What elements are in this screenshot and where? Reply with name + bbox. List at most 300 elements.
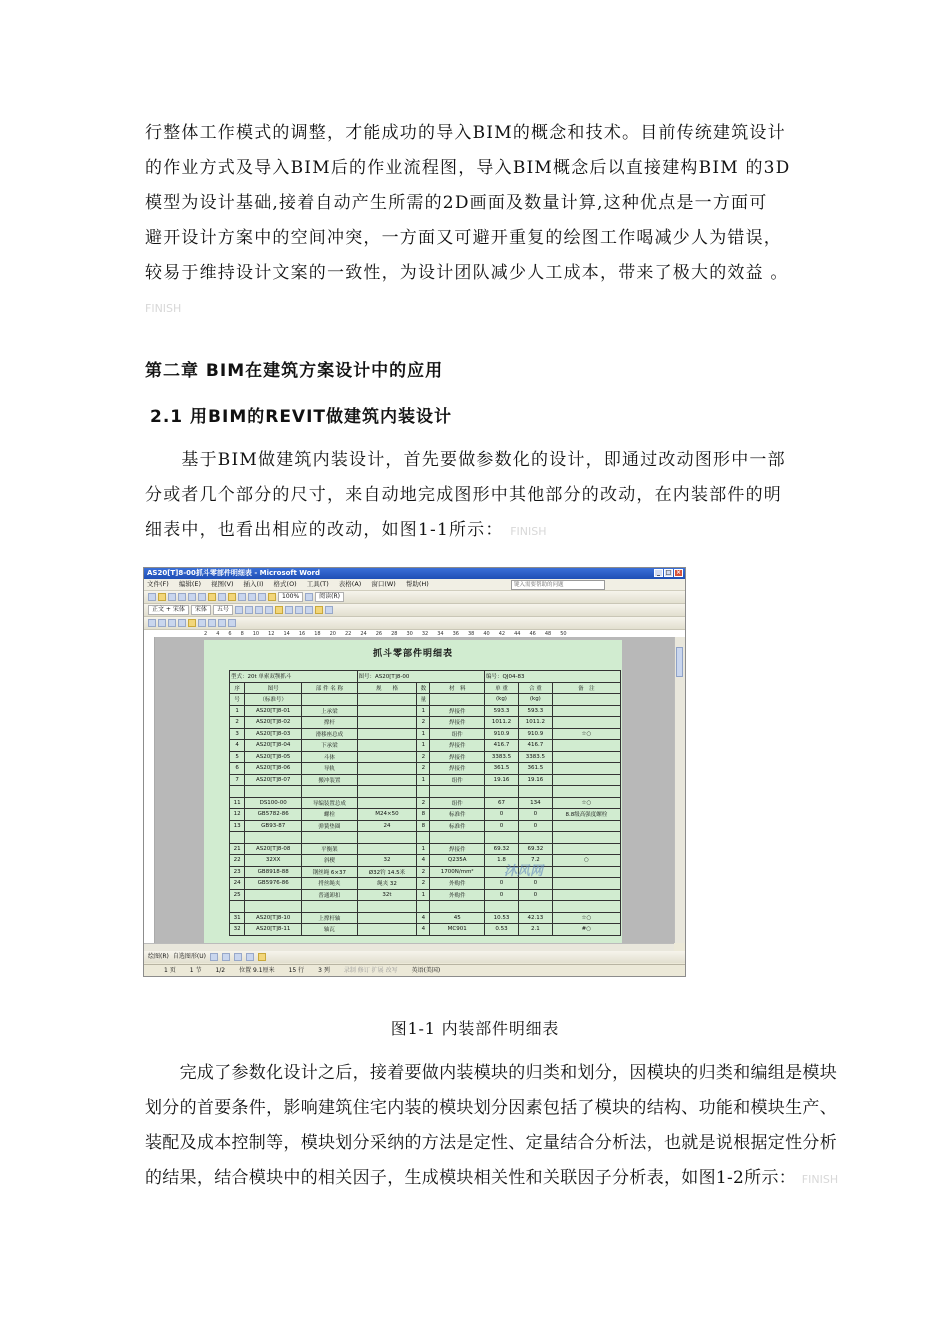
bullets-icon[interactable] bbox=[305, 606, 313, 614]
table-row bbox=[230, 705, 621, 717]
table-cell bbox=[357, 728, 417, 740]
table-cell: 361.5 bbox=[518, 763, 552, 775]
fill-color-icon[interactable] bbox=[258, 953, 266, 961]
italic-icon[interactable] bbox=[245, 606, 253, 614]
table-cell: 0 bbox=[485, 889, 519, 901]
table-cell: 7 bbox=[230, 774, 245, 786]
table-cell bbox=[302, 832, 357, 844]
ruler-number: 18 bbox=[314, 631, 321, 637]
draw-menu[interactable]: 绘图(R) bbox=[148, 953, 169, 960]
document-page[interactable] bbox=[204, 640, 622, 943]
table-cell bbox=[230, 786, 245, 798]
zoom-select[interactable]: 100% bbox=[278, 592, 303, 602]
table-row bbox=[230, 786, 621, 798]
table-cell: 捋丝绳夹 bbox=[302, 878, 357, 890]
rectangle-icon[interactable] bbox=[234, 953, 242, 961]
table-row bbox=[230, 820, 621, 832]
table-cell: 0 bbox=[485, 809, 519, 821]
table-cell bbox=[552, 832, 620, 844]
table-cell: 组件 bbox=[430, 774, 485, 786]
header-row bbox=[230, 682, 621, 694]
table-cell: 416.7 bbox=[518, 740, 552, 752]
table-cell: 0.53 bbox=[485, 924, 519, 936]
table-cell bbox=[230, 832, 245, 844]
ruler-number: 12 bbox=[268, 631, 275, 637]
table-cell bbox=[552, 889, 620, 901]
table-cell: MC901 bbox=[430, 924, 485, 936]
status-section: 1 节 bbox=[189, 967, 202, 974]
table-cell: AS20[T]8-04 bbox=[245, 740, 302, 752]
table-cell bbox=[245, 889, 302, 901]
table-cell bbox=[417, 786, 430, 798]
vertical-ruler[interactable] bbox=[144, 637, 155, 943]
table-row bbox=[230, 901, 621, 913]
info-cell: 型式：20t 单索双颚抓斗 bbox=[230, 671, 358, 683]
table-row bbox=[230, 763, 621, 775]
table-cell: 标准件 bbox=[430, 809, 485, 821]
text-line: 避开设计方案中的空间冲突，一方面又可避开重复的绘图工作喝减少人为错误， bbox=[145, 228, 782, 248]
close-icon[interactable]: × bbox=[675, 569, 682, 576]
ruler-number: 8 bbox=[240, 631, 244, 637]
table-row bbox=[230, 751, 621, 763]
bold-icon[interactable] bbox=[235, 606, 243, 614]
table-cell: 8 bbox=[417, 820, 430, 832]
table-cell: 绳夹 32 bbox=[357, 878, 417, 890]
table-cell: 规 格 bbox=[357, 682, 417, 694]
table-cell: 材 料 bbox=[430, 682, 485, 694]
table-cell: 0 bbox=[485, 878, 519, 890]
status-position: 位置 9.1厘米 bbox=[239, 967, 275, 974]
table-cell bbox=[552, 751, 620, 763]
table-cell: 69.32 bbox=[485, 843, 519, 855]
table-cell: 单 重 bbox=[485, 682, 519, 694]
menu-format[interactable]: 格式(O) bbox=[273, 580, 297, 588]
table-cell: 11 bbox=[230, 797, 245, 809]
table-cell: 10.53 bbox=[485, 912, 519, 924]
table-row bbox=[230, 889, 621, 901]
table-cell: 361.5 bbox=[485, 763, 519, 775]
table-cell: 焊接件 bbox=[430, 740, 485, 752]
chapter-heading: 第二章 BIM在建筑方案设计中的应用 bbox=[145, 361, 444, 381]
table-cell: GB8918-88 bbox=[245, 866, 302, 878]
text-line-content: 的结果，结合模块中的相关因子，生成模块相关性和关联因子分析表，如图1-2所示： bbox=[145, 1168, 797, 1188]
menu-file[interactable]: 文件(F) bbox=[147, 580, 169, 588]
size-select[interactable]: 五号 bbox=[213, 605, 233, 615]
table-row bbox=[230, 740, 621, 752]
table-cell: 组件 bbox=[430, 797, 485, 809]
tables-toolbar bbox=[144, 617, 685, 630]
ruler-number: 46 bbox=[529, 631, 536, 637]
text-line: 分或者几个部分的尺寸，来自动地完成图形中其他部分的改动，在内装部件的明 bbox=[145, 485, 782, 505]
faint-mark: FINISH bbox=[510, 525, 547, 538]
table-cell: 上承梁 bbox=[302, 705, 357, 717]
table-cell: 21 bbox=[230, 843, 245, 855]
faint-mark: FINISH bbox=[145, 302, 182, 315]
print-icon[interactable] bbox=[178, 593, 186, 601]
table-cell: 31 bbox=[230, 912, 245, 924]
menu-tools[interactable]: 工具(T) bbox=[306, 580, 329, 588]
table-cell bbox=[430, 901, 485, 913]
table-cell bbox=[552, 820, 620, 832]
table-cell: 1 bbox=[417, 728, 430, 740]
table-cell bbox=[357, 694, 417, 706]
table-cell bbox=[552, 705, 620, 717]
table-cell: 8.8级高强度螺栓 bbox=[552, 809, 620, 821]
drawing-toolbar bbox=[144, 951, 685, 963]
table-cell: 1 bbox=[230, 705, 245, 717]
copy-icon[interactable] bbox=[218, 593, 226, 601]
window-controls bbox=[654, 569, 683, 577]
ruler-number: 22 bbox=[345, 631, 352, 637]
cut-icon[interactable] bbox=[208, 593, 216, 601]
table-cell: 0 bbox=[518, 889, 552, 901]
maximize-icon[interactable]: □ bbox=[665, 569, 672, 576]
undo-icon[interactable] bbox=[238, 593, 246, 601]
table-cell: 32XX bbox=[245, 855, 302, 867]
table-cell bbox=[552, 763, 620, 775]
table-cell bbox=[552, 717, 620, 729]
section-heading: 2.1 用BIM的REVIT做建筑内装设计 bbox=[150, 407, 453, 427]
table-cell: Ø32钓 14.5米 bbox=[357, 866, 417, 878]
table-cell bbox=[430, 786, 485, 798]
table-cell: 45 bbox=[430, 912, 485, 924]
ruler-number: 36 bbox=[452, 631, 459, 637]
table-cell: 数 bbox=[417, 682, 430, 694]
align-center-icon[interactable] bbox=[275, 606, 283, 614]
sum-icon[interactable] bbox=[228, 619, 236, 627]
table-cell bbox=[357, 717, 417, 729]
table-cell: 32 bbox=[230, 924, 245, 936]
table-cell: 序 bbox=[230, 682, 245, 694]
ruler-number: 24 bbox=[360, 631, 367, 637]
menu-window[interactable]: 窗口(W) bbox=[371, 580, 396, 588]
menu-table[interactable]: 表格(A) bbox=[338, 580, 362, 588]
table-cell: 2 bbox=[417, 878, 430, 890]
table-cell: AS20[T]8-03 bbox=[245, 728, 302, 740]
table-cell: 2 bbox=[417, 866, 430, 878]
shading-icon[interactable] bbox=[188, 619, 196, 627]
table-cell: 22 bbox=[230, 855, 245, 867]
spelling-icon[interactable] bbox=[198, 593, 206, 601]
table-cell: 8 bbox=[417, 809, 430, 821]
formatting-toolbar bbox=[144, 604, 685, 617]
style-select[interactable]: 正文 + 宋体 bbox=[148, 605, 189, 615]
table-cell bbox=[357, 832, 417, 844]
table-row bbox=[230, 855, 621, 867]
table-cell: 图号 bbox=[245, 682, 302, 694]
table-cell: 2.1 bbox=[518, 924, 552, 936]
table-cell: 下承梁 bbox=[302, 740, 357, 752]
status-page: 1 页 bbox=[164, 967, 176, 974]
table-cell bbox=[552, 694, 620, 706]
table-cell: AS20[T]8-01 bbox=[245, 705, 302, 717]
window-titlebar bbox=[144, 568, 685, 579]
open-icon[interactable] bbox=[158, 593, 166, 601]
ruler-number: 10 bbox=[252, 631, 260, 637]
table-row bbox=[230, 832, 621, 844]
parts-list-table bbox=[229, 670, 621, 936]
paste-icon[interactable] bbox=[228, 593, 236, 601]
save-icon[interactable] bbox=[168, 593, 176, 601]
table-cell: 外购件 bbox=[430, 889, 485, 901]
table-cell: ○ bbox=[552, 855, 620, 867]
ruler-number: 48 bbox=[544, 631, 552, 637]
table-cell: 910.9 bbox=[518, 728, 552, 740]
help-search-input[interactable]: 键入需要帮助的问题 bbox=[511, 580, 605, 590]
table-cell: 导编装置总成 bbox=[302, 797, 357, 809]
table-cell: 2 bbox=[417, 763, 430, 775]
eraser-icon[interactable] bbox=[158, 619, 166, 627]
table-cell: ☆○ bbox=[552, 797, 620, 809]
table-cell: 1 bbox=[417, 843, 430, 855]
ruler-number: 14 bbox=[283, 631, 290, 637]
table-cell: 19.16 bbox=[485, 774, 519, 786]
info-cell: 图号：AS20[T]8-00 bbox=[357, 671, 485, 683]
table-cell: 1011.2 bbox=[518, 717, 552, 729]
ruler-number: 6 bbox=[228, 631, 232, 637]
menu-edit[interactable]: 编辑(E) bbox=[178, 580, 201, 588]
table-cell: 4 bbox=[417, 924, 430, 936]
border-icon[interactable] bbox=[178, 619, 186, 627]
table-cell: AS20[T]8-10 bbox=[245, 912, 302, 924]
table-row bbox=[230, 912, 621, 924]
table-cell bbox=[302, 694, 357, 706]
table-row bbox=[230, 728, 621, 740]
ruler-number: 20 bbox=[329, 631, 336, 637]
table-cell: 0 bbox=[518, 878, 552, 890]
table-cell: 24 bbox=[230, 878, 245, 890]
ruler-number: 30 bbox=[406, 631, 413, 637]
table-cell: 2 bbox=[417, 751, 430, 763]
table-cell bbox=[518, 901, 552, 913]
table-cell: 13 bbox=[230, 820, 245, 832]
table-cell bbox=[518, 832, 552, 844]
table-cell bbox=[357, 763, 417, 775]
table-cell bbox=[357, 740, 417, 752]
table-cell: 5 bbox=[230, 751, 245, 763]
table-cell: 轴瓦 bbox=[302, 924, 357, 936]
text-line: 划分的首要条件，影响建筑住宅内装的模块划分因素包括了模块的结构、功能和模块生产、 bbox=[145, 1098, 837, 1118]
split-cells-icon[interactable] bbox=[208, 619, 216, 627]
info-cell: 编号：QJ04-83 bbox=[485, 671, 621, 683]
table-cell: 焊接件 bbox=[430, 843, 485, 855]
ruler-number: 16 bbox=[298, 631, 306, 637]
table-cell: 2 bbox=[230, 717, 245, 729]
table-cell: 焊接件 bbox=[430, 705, 485, 717]
underline-icon[interactable] bbox=[255, 606, 263, 614]
table-cell bbox=[357, 751, 417, 763]
table-cell bbox=[357, 901, 417, 913]
line-style-icon[interactable] bbox=[168, 619, 176, 627]
menu-bar bbox=[144, 579, 685, 591]
table-cell: 4 bbox=[417, 855, 430, 867]
table-cell: Q235A bbox=[430, 855, 485, 867]
table-cell: DS100-00 bbox=[245, 797, 302, 809]
table-cell: 910.9 bbox=[485, 728, 519, 740]
help-icon[interactable] bbox=[305, 593, 313, 601]
table-cell bbox=[485, 832, 519, 844]
text-line-content: 细表中，也看出相应的改动，如图1-1所示： bbox=[145, 520, 504, 540]
table-cell bbox=[552, 843, 620, 855]
ruler-number: 40 bbox=[483, 631, 490, 637]
table-cell: ☆○ bbox=[552, 912, 620, 924]
menu-help[interactable]: 帮助(H) bbox=[405, 580, 429, 588]
table-cell bbox=[357, 912, 417, 924]
paragraph-parametric bbox=[145, 443, 825, 549]
new-icon[interactable] bbox=[148, 593, 156, 601]
text-line: 基于BIM做建筑内装设计，首先要做参数化的设计，即通过改动图形中一部 bbox=[145, 450, 786, 470]
table-row bbox=[230, 774, 621, 786]
ruler-number: 50 bbox=[560, 631, 567, 637]
table-cell: 弹簧垫圈 bbox=[302, 820, 357, 832]
vertical-scrollbar[interactable] bbox=[674, 637, 685, 943]
table-cell: 3 bbox=[230, 728, 245, 740]
table-cell: 0 bbox=[518, 809, 552, 821]
table-cell: 焊接件 bbox=[430, 717, 485, 729]
read-button[interactable]: 阅读(R) bbox=[315, 592, 344, 602]
paragraph-intro bbox=[145, 116, 825, 326]
menu-insert[interactable]: 插入(I) bbox=[243, 580, 264, 588]
table-cell: 螺栓 bbox=[302, 809, 357, 821]
table-cell: 25 bbox=[230, 889, 245, 901]
table-cell: GB5976-86 bbox=[245, 878, 302, 890]
status-modes: 录制 修订 扩展 改写 bbox=[343, 967, 398, 974]
table-cell: 1700N/mm² bbox=[430, 866, 485, 878]
table-cell: 外购件 bbox=[430, 878, 485, 890]
highlight-icon[interactable] bbox=[315, 606, 323, 614]
table-row bbox=[230, 717, 621, 729]
table-cell: 32t bbox=[357, 889, 417, 901]
status-language: 英语(美国) bbox=[411, 967, 441, 974]
table-cell: 量 bbox=[417, 694, 430, 706]
table-cell: (kg) bbox=[485, 694, 519, 706]
oval-icon[interactable] bbox=[246, 953, 254, 961]
figure-caption: 图1-1 内装部件明细表 bbox=[390, 1019, 560, 1038]
merge-cells-icon[interactable] bbox=[198, 619, 206, 627]
table-icon[interactable] bbox=[258, 593, 266, 601]
horizontal-scrollbar[interactable] bbox=[144, 943, 674, 951]
table-cell: 134 bbox=[518, 797, 552, 809]
table-cell: AS20[T]8-07 bbox=[245, 774, 302, 786]
table-cell: 滑移座总成 bbox=[302, 728, 357, 740]
text-line: 较易于维持设计文案的一致性，为设计团队减少人工成本，带来了极大的效益 。 bbox=[145, 263, 789, 283]
text-line: 完成了参数化设计之后，接着要做内装模块的归类和划分，因模块的归类和编组是模块 bbox=[145, 1063, 837, 1083]
table-cell: 3383.5 bbox=[518, 751, 552, 763]
table-cell bbox=[302, 786, 357, 798]
standard-toolbar bbox=[144, 591, 685, 604]
ruler-number: 2 bbox=[204, 631, 208, 637]
autoshape-menu[interactable]: 自选图形(U) bbox=[172, 953, 206, 960]
numbering-icon[interactable] bbox=[295, 606, 303, 614]
table-cell: 3383.5 bbox=[485, 751, 519, 763]
status-pages: 1/2 bbox=[215, 967, 226, 974]
table-cell: 焊接件 bbox=[430, 763, 485, 775]
table-row bbox=[230, 809, 621, 821]
table-row bbox=[230, 843, 621, 855]
figure-word-screenshot bbox=[143, 567, 686, 977]
ruler-number: 42 bbox=[498, 631, 506, 637]
drawing-icon[interactable] bbox=[268, 593, 276, 601]
font-select[interactable]: 宋体 bbox=[191, 605, 211, 615]
ruler-number: 26 bbox=[375, 631, 383, 637]
table-cell: 593.3 bbox=[518, 705, 552, 717]
table-cell: 平衡架 bbox=[302, 843, 357, 855]
table-cell bbox=[245, 786, 302, 798]
text-line: 模型为设计基础,接着自动产生所需的2D画面及数量计算,这种优点是一方面可 bbox=[145, 193, 768, 213]
preview-icon[interactable] bbox=[188, 593, 196, 601]
table-cell bbox=[485, 901, 519, 913]
sort-icon[interactable] bbox=[218, 619, 226, 627]
table-cell: 1 bbox=[417, 774, 430, 786]
table-cell: 0 bbox=[518, 820, 552, 832]
ruler-number: 34 bbox=[437, 631, 444, 637]
table-cell: 6 bbox=[230, 763, 245, 775]
table-cell: 上撑杆轴 bbox=[302, 912, 357, 924]
menu-view[interactable]: 视图(V) bbox=[211, 580, 234, 588]
redo-icon[interactable] bbox=[248, 593, 256, 601]
ruler-number: 28 bbox=[391, 631, 398, 637]
table-cell: 1 bbox=[417, 740, 430, 752]
table-cell: 1.8 bbox=[485, 855, 519, 867]
table-cell: 撑杆 bbox=[302, 717, 357, 729]
table-cell: 67 bbox=[485, 797, 519, 809]
ruler-number: 4 bbox=[216, 631, 220, 637]
table-cell bbox=[357, 843, 417, 855]
table-cell bbox=[430, 694, 485, 706]
arrow-icon[interactable] bbox=[222, 953, 230, 961]
font-color-icon[interactable] bbox=[325, 606, 333, 614]
text-line: 行整体工作模式的调整，才能成功的导入BIM的概念和技术。目前传统建筑设计 bbox=[145, 123, 786, 143]
faint-mark: FINISH bbox=[801, 1173, 839, 1186]
table-cell bbox=[552, 786, 620, 798]
table-cell bbox=[485, 786, 519, 798]
table-cell: 组件 bbox=[430, 728, 485, 740]
table-cell bbox=[552, 878, 620, 890]
table-cell bbox=[430, 832, 485, 844]
text-line: 装配及成本控制等，模块划分采纳的方法是定性、定量结合分析法，也就是说根据定性分析 bbox=[145, 1133, 837, 1153]
watermark-logo: 沐风网 bbox=[504, 864, 544, 879]
minimize-icon[interactable]: _ bbox=[654, 569, 663, 577]
align-right-icon[interactable] bbox=[285, 606, 293, 614]
line-icon[interactable] bbox=[210, 953, 218, 961]
table-cell: 19.16 bbox=[518, 774, 552, 786]
table-row bbox=[230, 797, 621, 809]
table-cell: 4 bbox=[230, 740, 245, 752]
table-cell bbox=[417, 832, 430, 844]
table-cell: 1 bbox=[417, 705, 430, 717]
header-row bbox=[230, 694, 621, 706]
text-line bbox=[145, 513, 825, 549]
table-cell bbox=[302, 901, 357, 913]
table-cell bbox=[552, 901, 620, 913]
table-cell bbox=[230, 901, 245, 913]
draw-table-icon[interactable] bbox=[148, 619, 156, 627]
table-cell: 备 注 bbox=[552, 682, 620, 694]
table-cell: #○ bbox=[552, 924, 620, 936]
table-cell: 1 bbox=[417, 889, 430, 901]
table-cell: 0 bbox=[485, 820, 519, 832]
table-cell bbox=[357, 774, 417, 786]
table-cell bbox=[552, 866, 620, 878]
paragraph-modules bbox=[145, 1056, 839, 1197]
table-cell: GB5782-86 bbox=[245, 809, 302, 821]
ruler-number: 44 bbox=[514, 631, 521, 637]
table-cell: 7.2 bbox=[518, 855, 552, 867]
table-cell: 42.13 bbox=[518, 912, 552, 924]
table-cell: 32 bbox=[357, 855, 417, 867]
align-left-icon[interactable] bbox=[265, 606, 273, 614]
scroll-thumb[interactable] bbox=[676, 647, 683, 677]
